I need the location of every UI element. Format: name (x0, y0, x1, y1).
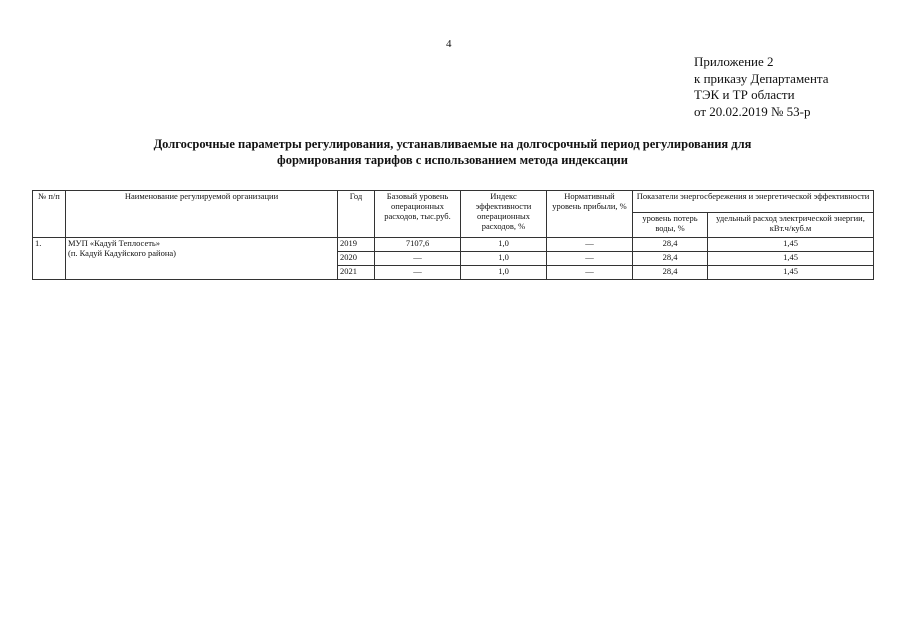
cell-energy: 1,45 (708, 238, 874, 252)
cell-energy: 1,45 (708, 266, 874, 280)
org-name (66, 238, 338, 280)
appendix-line: от 20.02.2019 № 53-р (694, 103, 811, 119)
cell-index: 1,0 (461, 238, 547, 252)
title-line: формирования тарифов с использованием метода индексации (277, 152, 628, 167)
cell-losses: 28,4 (633, 266, 708, 280)
cell-index: 1,0 (461, 266, 547, 280)
appendix-line: Приложение 2 (694, 54, 774, 69)
appendix-line: к приказу Департамента (694, 70, 829, 86)
header-number: № п/п (33, 191, 66, 238)
header-water-losses: уровень потерь воды, % (633, 213, 708, 238)
org-number: 1. (33, 238, 66, 280)
cell-base: — (375, 252, 461, 266)
table-row (33, 238, 874, 252)
page-number: 4 (446, 38, 452, 50)
document-title (40, 137, 865, 168)
parameters-table (32, 190, 874, 280)
cell-base: 7107,6 (375, 238, 461, 252)
header-base-opex: Базовый уровень операционных расходов, тыс.руб. (375, 191, 461, 238)
header-energy-consumption: удельный расход электрической энергии, кВт.ч/куб.м (708, 213, 874, 238)
cell-year: 2020 (338, 252, 375, 266)
cell-index: 1,0 (461, 252, 547, 266)
cell-losses: 28,4 (633, 238, 708, 252)
cell-energy: 1,45 (708, 252, 874, 266)
appendix-line: ТЭК и ТР области (694, 87, 795, 102)
header-profit-level: Нормативный уровень прибыли, % (547, 191, 633, 238)
cell-base: — (375, 266, 461, 280)
title-line: Долгосрочные параметры регулирования, устанавливаемые на долгосрочный период регулирования для (153, 137, 752, 151)
org-name-line: (п. Кадуй Кадуйского района) (68, 248, 177, 258)
cell-profit: — (547, 266, 633, 280)
cell-losses: 28,4 (633, 252, 708, 266)
cell-year: 2019 (338, 238, 375, 252)
header-organization: Наименование регулируемой организации (66, 191, 338, 238)
header-year: Год (338, 191, 375, 238)
header-energy-group: Показатели энергосбережения и энергетической эффективности (633, 191, 874, 213)
header-efficiency-index: Индекс эффективности операционных расходов, % (461, 191, 547, 238)
cell-year: 2021 (338, 266, 375, 280)
org-name-line: МУП «Кадуй Теплосеть» (68, 238, 161, 248)
appendix-block (694, 54, 829, 120)
cell-profit: — (547, 252, 633, 266)
cell-profit: — (547, 238, 633, 252)
